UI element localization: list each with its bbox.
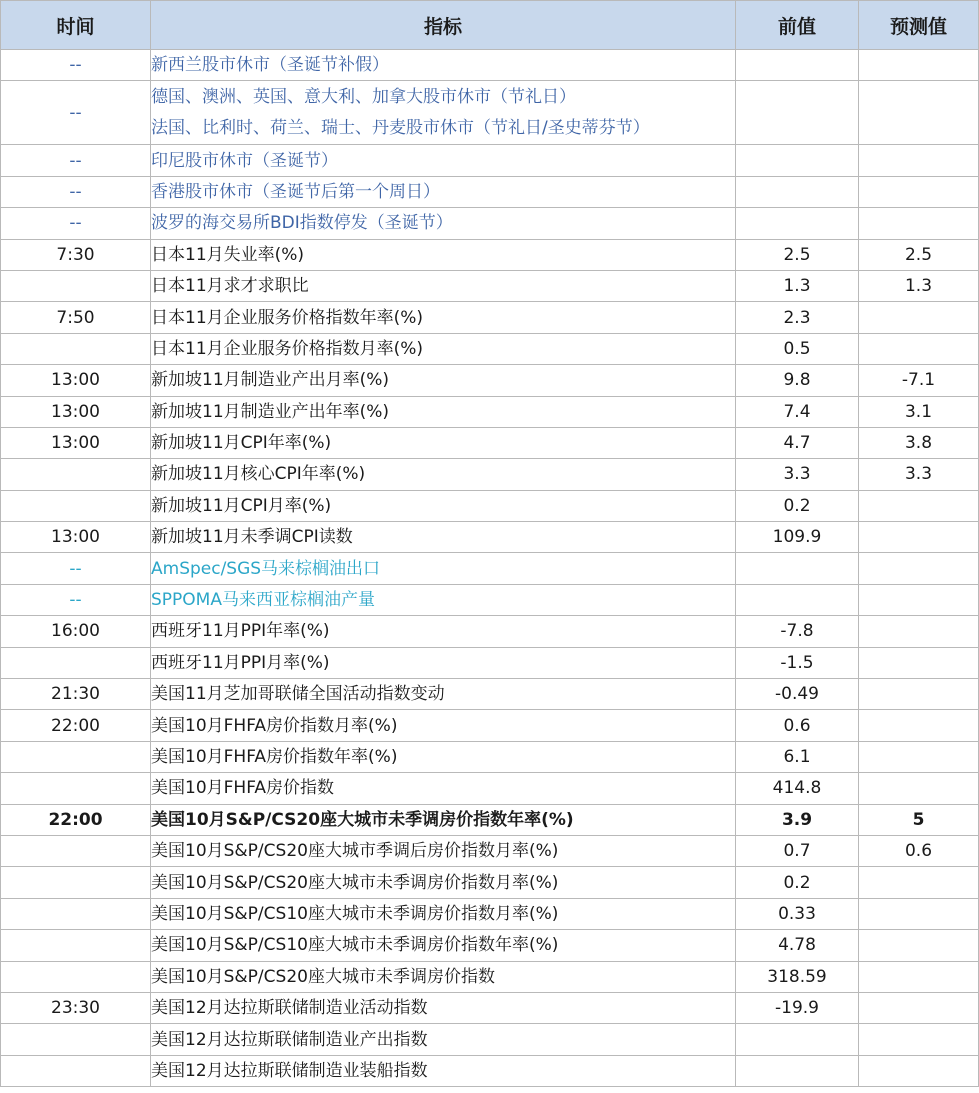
cell-indicator: 美国12月达拉斯联储制造业活动指数 [151,992,736,1023]
header-row [1,1,979,50]
cell-forecast [859,710,979,741]
cell-time: 16:00 [1,616,151,647]
table-row [1,81,979,145]
cell-indicator: 美国10月S&P/CS10座大城市未季调房价指数月率(%) [151,898,736,929]
cell-time: -- [1,50,151,81]
cell-forecast [859,176,979,207]
cell-previous: 0.6 [736,710,859,741]
cell-forecast [859,145,979,176]
cell-indicator: 西班牙11月PPI月率(%) [151,647,736,678]
cell-indicator: 美国10月S&P/CS20座大城市未季调房价指数 [151,961,736,992]
table-row [1,396,979,427]
header-time: 时间 [1,1,151,50]
cell-time [1,459,151,490]
cell-indicator: 新加坡11月CPI年率(%) [151,427,736,458]
header-previous: 前值 [736,1,859,50]
cell-previous [736,584,859,615]
table-row [1,302,979,333]
cell-forecast: 3.1 [859,396,979,427]
cell-previous: 2.3 [736,302,859,333]
cell-forecast [859,867,979,898]
cell-time: 7:30 [1,239,151,270]
cell-previous: 9.8 [736,365,859,396]
cell-previous [736,1055,859,1086]
table-row [1,239,979,270]
cell-indicator: 美国10月S&P/CS20座大城市未季调房价指数月率(%) [151,867,736,898]
cell-previous [736,1024,859,1055]
table-row [1,459,979,490]
cell-previous: -7.8 [736,616,859,647]
cell-time: 22:00 [1,710,151,741]
cell-time [1,773,151,804]
cell-forecast [859,490,979,521]
cell-indicator: 新加坡11月制造业产出年率(%) [151,396,736,427]
cell-indicator: 新加坡11月核心CPI年率(%) [151,459,736,490]
table-row [1,961,979,992]
cell-time: -- [1,145,151,176]
cell-time [1,898,151,929]
table-body [1,50,979,1087]
table-row [1,553,979,584]
table-row [1,176,979,207]
indicator-line-2: 法国、比利时、荷兰、瑞士、丹麦股市休市（节礼日/圣史蒂芬节） [151,117,650,138]
table-row [1,616,979,647]
cell-forecast [859,1055,979,1086]
cell-indicator: 波罗的海交易所BDI指数停发（圣诞节） [151,208,736,239]
cell-indicator: 日本11月求才求职比 [151,270,736,301]
cell-previous: 6.1 [736,741,859,772]
cell-indicator: 新加坡11月制造业产出月率(%) [151,365,736,396]
cell-forecast [859,616,979,647]
table-row [1,522,979,553]
cell-forecast [859,302,979,333]
cell-previous: 3.9 [736,804,859,835]
cell-previous [736,208,859,239]
table-row [1,50,979,81]
cell-time [1,835,151,866]
cell-forecast [859,50,979,81]
table-row [1,490,979,521]
table-row [1,145,979,176]
cell-indicator: AmSpec/SGS马来棕榈油出口 [151,553,736,584]
cell-indicator: 美国10月FHFA房价指数年率(%) [151,741,736,772]
cell-forecast [859,647,979,678]
cell-previous: 2.5 [736,239,859,270]
table-row [1,365,979,396]
cell-forecast [859,208,979,239]
cell-indicator: 新加坡11月未季调CPI读数 [151,522,736,553]
table-row [1,1055,979,1086]
cell-previous: -0.49 [736,679,859,710]
cell-previous: 0.7 [736,835,859,866]
cell-forecast [859,961,979,992]
table-row [1,867,979,898]
cell-time [1,333,151,364]
cell-previous [736,50,859,81]
cell-indicator: 美国10月S&P/CS20座大城市季调后房价指数月率(%) [151,835,736,866]
cell-time: -- [1,81,151,145]
cell-indicator: 美国12月达拉斯联储制造业产出指数 [151,1024,736,1055]
cell-indicator: 美国10月FHFA房价指数 [151,773,736,804]
table-row [1,930,979,961]
cell-previous [736,553,859,584]
cell-time: 13:00 [1,522,151,553]
cell-time [1,490,151,521]
cell-previous [736,145,859,176]
cell-forecast: 5 [859,804,979,835]
table-row [1,647,979,678]
cell-indicator: 美国12月达拉斯联储制造业装船指数 [151,1055,736,1086]
indicator-line-1: 德国、澳洲、英国、意大利、加拿大股市休市（节礼日） [151,86,576,107]
cell-indicator [151,81,736,145]
cell-time: 13:00 [1,427,151,458]
table-row [1,804,979,835]
cell-previous: 0.33 [736,898,859,929]
cell-time: -- [1,208,151,239]
cell-indicator: SPPOMA马来西亚棕榈油产量 [151,584,736,615]
cell-time: -- [1,176,151,207]
table-row [1,898,979,929]
cell-forecast: -7.1 [859,365,979,396]
cell-forecast: 1.3 [859,270,979,301]
cell-forecast [859,930,979,961]
cell-previous: 414.8 [736,773,859,804]
cell-previous: 4.7 [736,427,859,458]
cell-time: 23:30 [1,992,151,1023]
cell-indicator: 新加坡11月CPI月率(%) [151,490,736,521]
cell-time: 22:00 [1,804,151,835]
cell-time [1,647,151,678]
cell-previous: -1.5 [736,647,859,678]
table-row [1,679,979,710]
table-header [1,1,979,50]
cell-time: 7:50 [1,302,151,333]
cell-previous [736,176,859,207]
cell-forecast [859,741,979,772]
cell-previous: 4.78 [736,930,859,961]
cell-indicator: 日本11月企业服务价格指数月率(%) [151,333,736,364]
header-forecast: 预测值 [859,1,979,50]
table-row [1,208,979,239]
cell-forecast [859,1024,979,1055]
cell-time: 13:00 [1,365,151,396]
cell-previous: 7.4 [736,396,859,427]
table-row [1,835,979,866]
cell-time [1,961,151,992]
cell-forecast: 3.3 [859,459,979,490]
cell-forecast [859,992,979,1023]
table-row [1,992,979,1023]
cell-indicator: 香港股市休市（圣诞节后第一个周日） [151,176,736,207]
cell-time: 13:00 [1,396,151,427]
cell-forecast [859,553,979,584]
cell-time: 21:30 [1,679,151,710]
cell-indicator: 西班牙11月PPI年率(%) [151,616,736,647]
cell-previous: 1.3 [736,270,859,301]
cell-previous: 3.3 [736,459,859,490]
cell-forecast [859,81,979,145]
table-row [1,333,979,364]
cell-time: -- [1,584,151,615]
header-indicator: 指标 [151,1,736,50]
table-row [1,427,979,458]
cell-forecast [859,584,979,615]
cell-indicator: 日本11月企业服务价格指数年率(%) [151,302,736,333]
cell-forecast [859,773,979,804]
cell-previous: 318.59 [736,961,859,992]
cell-forecast [859,522,979,553]
cell-indicator: 美国10月S&P/CS10座大城市未季调房价指数年率(%) [151,930,736,961]
cell-time: -- [1,553,151,584]
cell-forecast [859,898,979,929]
cell-forecast [859,679,979,710]
table-row [1,741,979,772]
cell-indicator: 美国10月S&P/CS20座大城市未季调房价指数年率(%) [151,804,736,835]
cell-previous [736,81,859,145]
cell-indicator: 美国11月芝加哥联储全国活动指数变动 [151,679,736,710]
cell-time [1,741,151,772]
table-row [1,710,979,741]
cell-time [1,270,151,301]
table-row [1,584,979,615]
cell-indicator: 印尼股市休市（圣诞节） [151,145,736,176]
cell-forecast: 2.5 [859,239,979,270]
table-row [1,270,979,301]
table-row [1,773,979,804]
cell-previous: 0.5 [736,333,859,364]
cell-forecast: 3.8 [859,427,979,458]
cell-indicator: 新西兰股市休市（圣诞节补假） [151,50,736,81]
table-row [1,1024,979,1055]
cell-time [1,1024,151,1055]
cell-time [1,1055,151,1086]
cell-forecast [859,333,979,364]
cell-indicator: 日本11月失业率(%) [151,239,736,270]
cell-time [1,867,151,898]
cell-previous: 0.2 [736,867,859,898]
cell-indicator: 美国10月FHFA房价指数月率(%) [151,710,736,741]
cell-previous: -19.9 [736,992,859,1023]
cell-previous: 109.9 [736,522,859,553]
cell-previous: 0.2 [736,490,859,521]
cell-time [1,930,151,961]
cell-forecast: 0.6 [859,835,979,866]
